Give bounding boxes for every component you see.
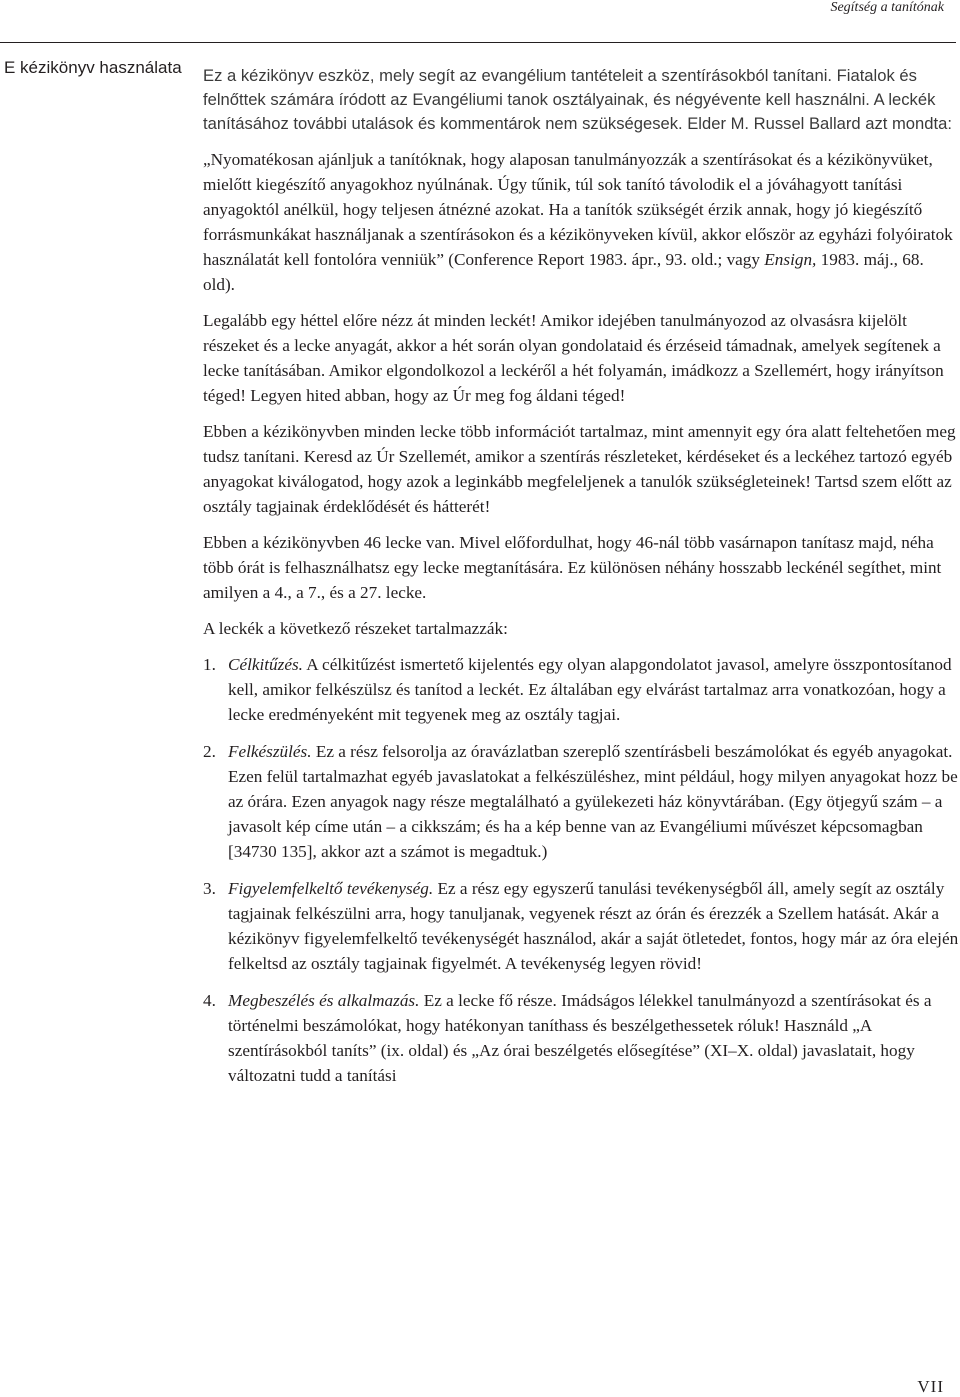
paragraph-information: Ebben a kézikönyvben minden lecke több információt tartalmaz, mint amennyit egy óra alatt feltehetően meg tudsz tanítani. Keresd az Úr Szellemét, amikor a szentírás részleteket, kérdéseket és a leckéhez tartozó egyéb anyagokat kiválogatod, hogy azok a leginkább megfeleljenek a tanulók szükségleteinek! Tartsd szem előtt az osztály tagjainak érdeklődését és hátterét! — [203, 422, 956, 516]
list-text: A célkitűzést ismertető kijelentés egy olyan alapgondolatot javasol, amelyre összpontosítanod kell, amikor felkészülsz és tanítod a leckét. Ez általában egy elvárást tartalmaz arra vonatkozóan, hogy a lecke eredményeként mit tegyenek meg az osztály tagjai. — [228, 655, 952, 724]
quote-text-end: 1983. máj., 68. old). — [203, 250, 924, 294]
paragraph-list-intro: A leckék a következő részeket tartalmazzák: — [203, 619, 508, 638]
list-item — [203, 739, 959, 864]
paragraph-lesson-count: Ebben a kézikönyvben 46 lecke van. Mivel előfordulhat, hogy 46-nál több vasárnapon tanítasz majd, néha több órát is felhasználhatsz egy lecke megtanítására. Ez különösen néhány hosszabb leckénél segíthet, mint amilyen a 4., a 7., és a 27. lecke. — [203, 533, 942, 602]
list-item — [203, 876, 959, 976]
list-term: Célkitűzés. — [228, 655, 303, 674]
main-content — [203, 64, 959, 1100]
paragraph-preparation: Legalább egy héttel előre nézz át minden leckét! Amikor idejében tanulmányozod az olvasásra kijelölt részeket és a lecke anyagát, akkor a hét során olyan gondolataid és érzéseid támadnak, amelyek segítenek a lecke tanításában. Amikor elgondolkozol a leckéről a hét folyamán, imádkozz a Szellemért, hogy irányítson téged! Legyen hited abban, hogy az Úr meg fog áldani téged! — [203, 311, 944, 405]
running-head: Segítség a tanítónak — [830, 0, 944, 15]
list-number: 2. — [203, 742, 216, 761]
page-number: VII — [917, 1377, 944, 1396]
list-text: Ez a rész felsorolja az óravázlatban szereplő szentírásbeli beszámolókat és egyéb anyagokat. Ezen felül tartalmazhat egyéb javaslatokat a felkészüléshez, mint például, hogy milyen anyagokat hozz be az órára. Ezen anyagok nagy része megtalálható a gyülekezeti ház könyvtárában. (Egy ötjegyű szám – a javasolt kép címe után – a cikkszám; és ha a kép benne van az Evangéliumi művészet képcsomagban [34730 135], akkor azt a számot is megadtuk.) — [228, 742, 958, 861]
list-text: Ez a rész egy egyszerű tanulási tevékenységből áll, amely segít az osztály tagjainak felkészülni arra, hogy tanuljanak, vegyenek részt az órán és érezzék a Szellem hatását. Akár a kézikönyv figyelemfelkeltő tevékenységét használod, akár a saját ötletedet, fontos, hogy már az óra elején felkeltsd az osztály tagjainak figyelmét. A tevékenység legyen rövid! — [228, 879, 959, 973]
ballard-quote — [203, 147, 959, 297]
lesson-parts-list — [203, 652, 959, 1088]
intro-paragraph: Ez a kézikönyv eszköz, mely segít az evangélium tantételeit a szentírásokból tanítani. Fiatalok és felnőttek számára íródott az Evangéliumi tanok osztályainak, és négyévente kell használni. A leckék tanításához további utalások és kommentárok nem szükségesek. Elder M. Russel Ballard azt mondta: — [203, 66, 952, 133]
list-item — [203, 652, 959, 727]
list-number: 3. — [203, 879, 216, 898]
list-number: 4. — [203, 991, 216, 1010]
list-text: Ez a lecke fő része. Imádságos lélekkel tanulmányozd a szentírásokat és a történelmi beszámolókat, hogy hatékonyan taníthass és beszélgethessetek róluk! Használd „A szentírásokból taníts” (ix. oldal) és „Az órai beszélgetés elősegítése” (XI–X. oldal) javaslatait, hogy változatni tudd a tanítási — [228, 991, 932, 1085]
section-heading: E kézikönyv használata — [4, 58, 182, 77]
list-number: 1. — [203, 655, 216, 674]
list-term: Felkészülés. — [228, 742, 312, 761]
quote-source-title: Ensign, — [764, 250, 817, 269]
top-rule — [0, 42, 956, 43]
list-term: Figyelemfelkeltő tevékenység. — [228, 879, 434, 898]
quote-text: „Nyomatékosan ajánljuk a tanítóknak, hogy alaposan tanulmányozzák a szentírásokat és a kézikönyvüket, mielőtt kiegészítő anyagokhoz nyúlnának. Úgy tűnik, túl sok tanító távolodik el a jóváhagyott tanítási anyagoktól anélkül, hogy teljesen átnézné azokat. Ha a tanítók szükségét érzik annak, hogy jó kiegészítő forrásmunkákat használjanak a szentírásokon és a kézikönyveken kívül, akkor először az egyházi folyóiratok használatát kell fontolóra venniük” (Conference Report 1983. ápr., 93. old.; vagy — [203, 150, 953, 269]
list-item — [203, 988, 959, 1088]
list-term: Megbeszélés és alkalmazás. — [228, 991, 420, 1010]
